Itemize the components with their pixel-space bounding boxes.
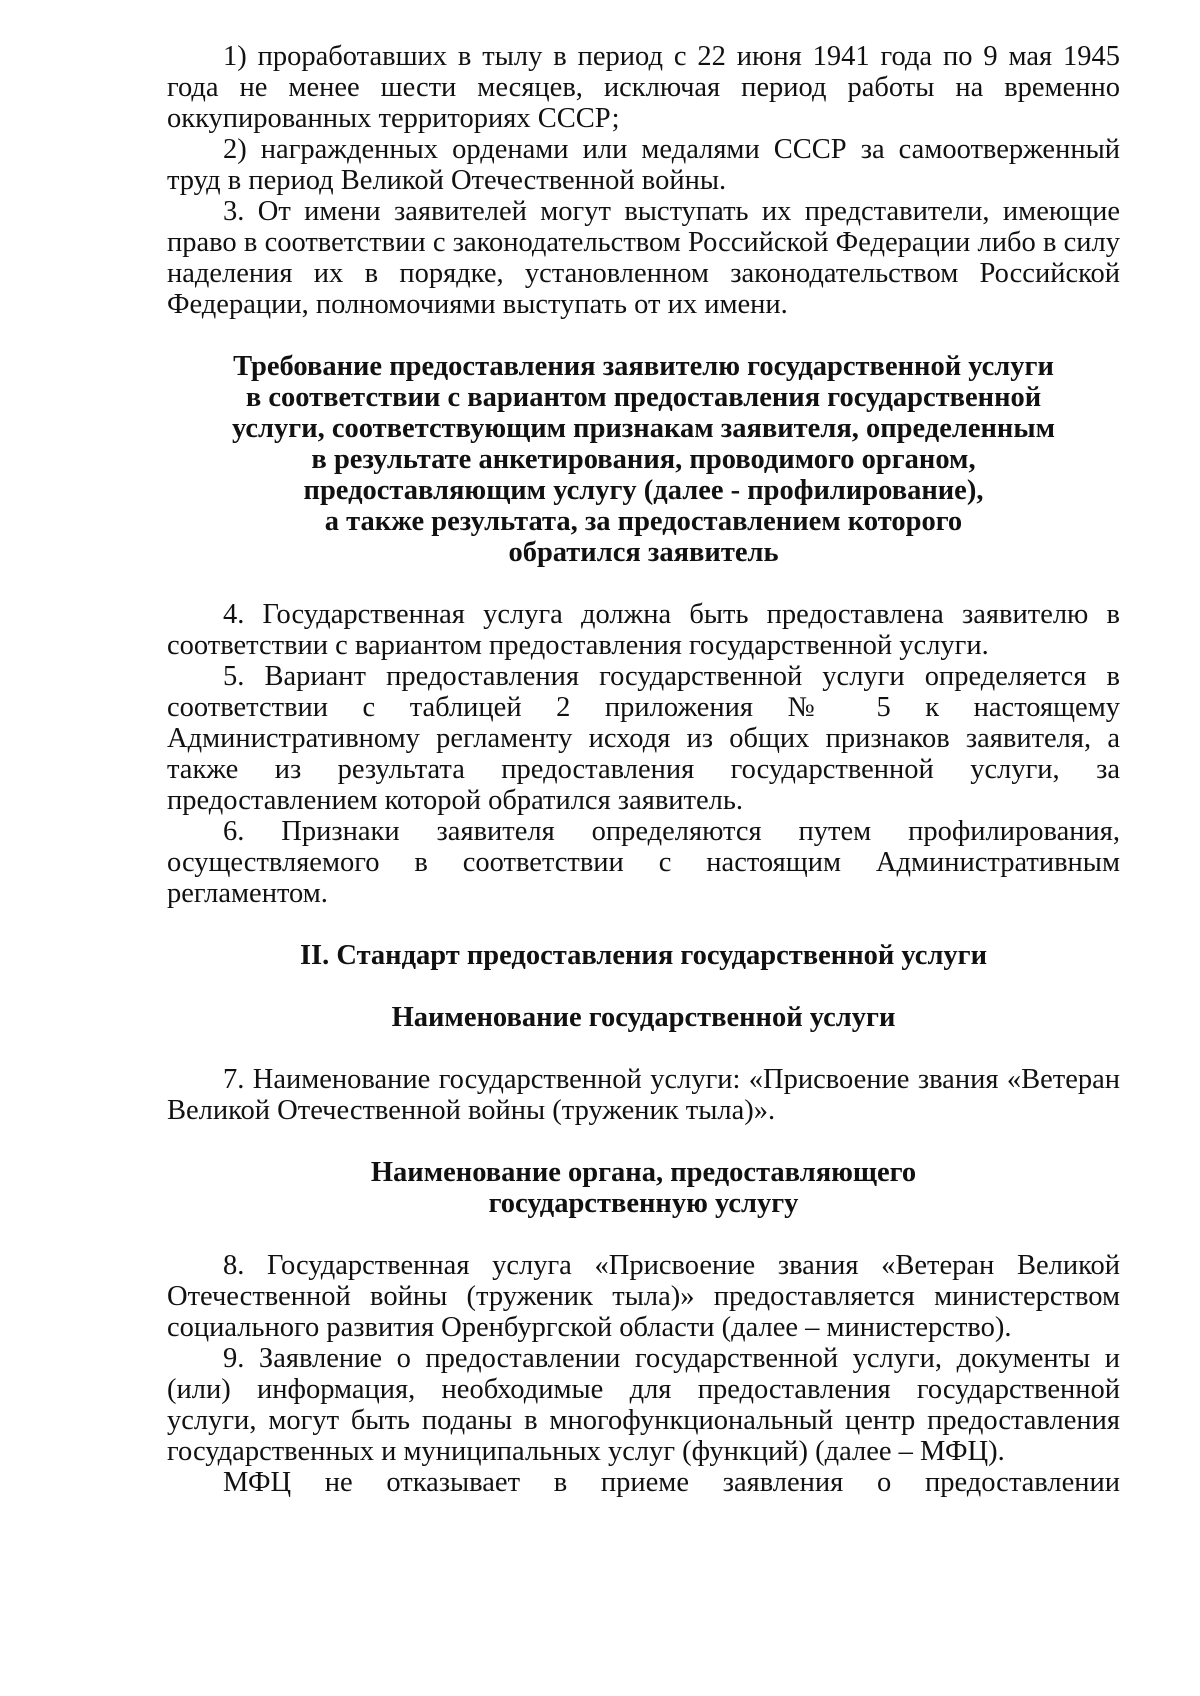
paragraph-7: 7. Наименование государственной услуги: «Присвоение звания «Ветеран Великой Отечественной войны (труженик тыла)». xyxy=(167,1064,1120,1126)
heading-line: услуги, соответствующим признакам заявителя, определенным xyxy=(232,413,1055,444)
paragraph-3: 3. От имени заявителей могут выступать их представители, имеющие право в соответствии с законодательством Российской Федерации либо в силу наделения их в порядке, установленном законодательством Российской Федерации, полномочиями выступать от их имени. xyxy=(167,196,1120,320)
paragraph-4: 4. Государственная услуга должна быть предоставлена заявителю в соответствии с вариантом предоставления государственной услуги. xyxy=(167,599,1120,661)
heading-service-name: Наименование государственной услуги xyxy=(391,1002,896,1033)
heading-line: обратился заявитель xyxy=(508,537,779,568)
heading-line: государственную услугу xyxy=(488,1188,799,1219)
heading-line: предоставляющим услугу (далее - профилирование), xyxy=(303,475,984,506)
heading-requirement xyxy=(167,351,1120,568)
paragraph-9: 9. Заявление о предоставлении государственной услуги, документы и (или) информация, необходимые для предоставления государственной услуги, могут быть поданы в многофункциональный центр предоставления государственных и муниципальных услуг (функций) (далее – МФЦ). xyxy=(167,1343,1120,1467)
paragraph-6: 6. Признаки заявителя определяются путем профилирования, осуществляемого в соответствии с настоящим Административным регламентом. xyxy=(167,816,1120,909)
heading-line: в соответствии с вариантом предоставления государственной xyxy=(245,382,1042,413)
paragraph-item-1: 1) проработавших в тылу в период с 22 июня 1941 года по 9 мая 1945 года не менее шести месяцев, исключая период работы на временно оккупированных территориях СССР; xyxy=(167,41,1120,134)
paragraph-item-2: 2) награжденных орденами или медалями СССР за самоотверженный труд в период Великой Отечественной войны. xyxy=(167,134,1120,196)
heading-line: в результате анкетирования, проводимого органом, xyxy=(311,444,976,475)
heading-agency xyxy=(167,1157,1120,1219)
heading-line: Наименование органа, предоставляющего xyxy=(370,1157,917,1188)
paragraph-5: 5. Вариант предоставления государственной услуги определяется в соответствии с таблицей 2 приложения № 5 к настоящему Административному регламенту исходя из общих признаков заявителя, а также из результата предоставления государственной услуги, за предоставлением которой обратился заявитель. xyxy=(167,661,1120,816)
section-title: II. Стандарт предоставления государственной услуги xyxy=(299,940,988,971)
paragraph-8: 8. Государственная услуга «Присвоение звания «Ветеран Великой Отечественной войны (труженик тыла)» предоставляется министерством социального развития Оренбургской области (далее – министерство). xyxy=(167,1250,1120,1343)
heading-line: Требование предоставления заявителю государственной услуги xyxy=(233,351,1054,382)
paragraph-mfc: МФЦ не отказывает в приеме заявления о предоставлении xyxy=(223,1467,1120,1498)
heading-line: а также результата, за предоставлением которого xyxy=(324,506,963,537)
